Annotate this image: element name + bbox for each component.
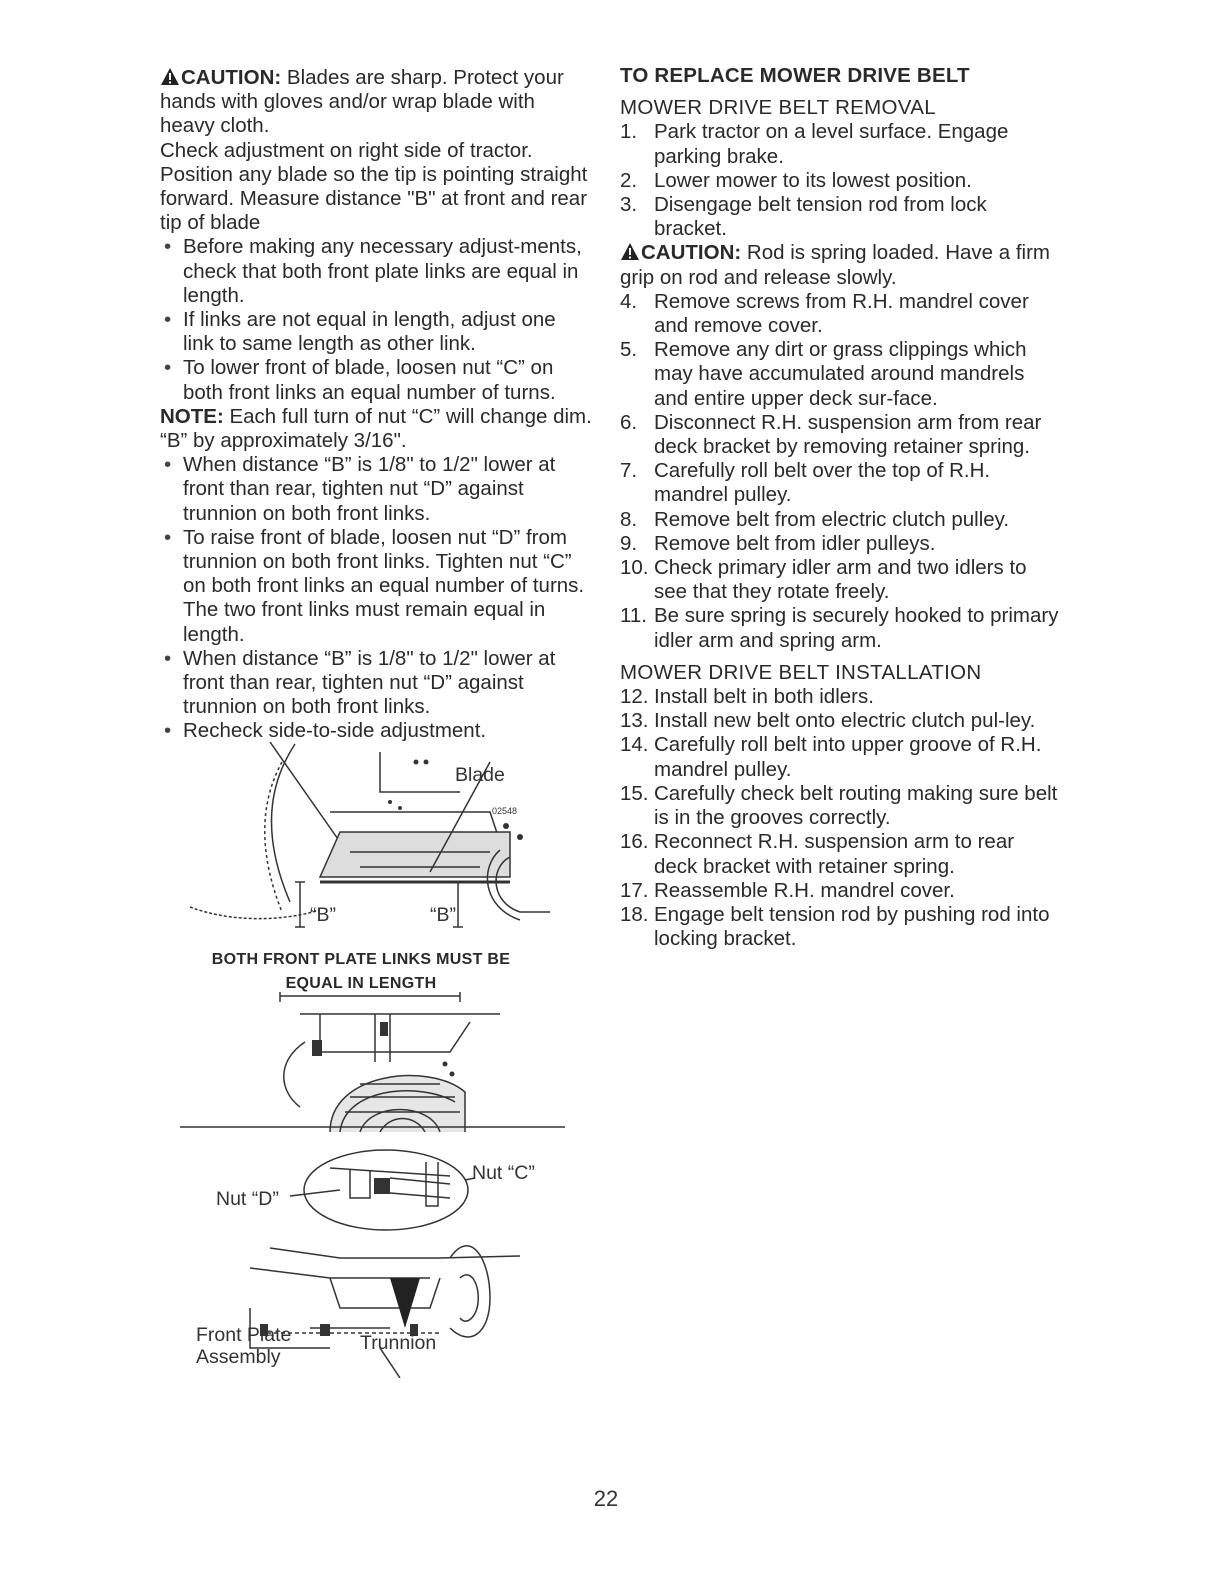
list-item [620,830,1060,878]
step-text: Disengage belt tension rod from lock bracket. [654,193,987,241]
step-number: 1. [620,120,638,144]
list-item: • Recheck side-to-side adjustment. [160,719,592,743]
left-column [160,66,592,744]
list-item [620,782,1060,830]
step-text: Park tractor on a level surface. Engage parking brake. [654,120,1009,168]
list-item [620,338,1060,411]
step-number: 10. [620,556,649,580]
list-item: • When distance “B” is 1/8" to 1/2" lower at front than rear, tighten nut “D” against trunnion on both front links. [160,453,592,526]
step-number: 15. [620,781,649,805]
warning-triangle-icon [160,67,180,86]
figure-caption [145,948,577,996]
list-item [620,733,1060,781]
removal-steps-b [620,290,1060,653]
install-heading: MOWER DRIVE BELT INSTALLATION [620,660,982,684]
caution-label: CAUTION: [641,241,742,265]
step-text: Reassemble R.H. mandrel cover. [654,878,955,902]
step-text: Remove screws from R.H. mandrel cover and remove cover. [654,289,1029,338]
list-item: • Before making any necessary adjust-ments, check that both front plate links are equal in length. [160,235,592,308]
list-item [620,604,1060,652]
list-item: • If links are not equal in length, adjust one link to same length as other link. [160,308,592,356]
step-number: 18. [620,902,649,926]
assembly-label: Assembly [196,1346,281,1368]
step-number: 11. [620,604,647,628]
rod-caution [620,241,1060,289]
step-text: Install new belt onto electric clutch pul-ley. [654,709,1036,733]
list-item [620,903,1060,951]
step-number: 13. [620,709,649,733]
blade-caution [160,66,592,139]
list-item [620,532,1060,556]
list-item [620,411,1060,459]
step-text: Be sure spring is securely hooked to primary idler arm and spring arm. [654,604,1059,652]
page-number: 22 [593,1486,619,1511]
step-number: 3. [620,193,638,217]
step-text: Lower mower to its lowest position. [654,168,972,192]
step-number: 9. [620,531,638,555]
caption-line-2: EQUAL IN LENGTH [285,975,437,992]
dimension-b-right: “B” [430,904,456,926]
step-text: Check primary idler arm and two idlers to see that they rotate freely. [654,556,1027,604]
step-text: Carefully roll belt over the top of R.H. mandrel pulley. [654,459,991,507]
caution-text: Rod is spring loaded. Have a firm grip on rod and release slowly. [620,241,1050,289]
step-number: 14. [620,733,649,757]
step-number: 6. [620,410,638,434]
list-item [620,879,1060,903]
caption-line-1: BOTH FRONT PLATE LINKS MUST BE [211,951,511,968]
step-text: Reconnect R.H. suspension arm to rear deck bracket with retainer spring. [654,830,1015,878]
step-text: Remove belt from idler pulleys. [654,531,936,555]
removal-heading: MOWER DRIVE BELT REMOVAL [620,96,936,120]
caution-label: CAUTION: [181,66,282,89]
list-item [620,169,1060,193]
list-item: • To lower front of blade, loosen nut “C” on both front links an equal number of turns. [160,356,592,404]
adjust-bullets-b [160,453,592,743]
install-steps [620,685,1060,951]
blade-label: Blade [455,764,505,786]
list-item [620,556,1060,604]
step-number: 4. [620,289,638,313]
list-item [620,120,1060,168]
dimension-b-left: “B” [310,904,336,926]
list-item [620,685,1060,709]
list-item [620,290,1060,338]
list-item: • To raise front of blade, loosen nut “D” from trunnion on both front links. Tighten nut “C” on both front links an equal number of turns. The two front links must remain equal in length. [160,526,592,647]
part-number: 02548 [492,806,518,816]
step-text: Carefully check belt routing making sure belt is in the grooves correctly. [654,781,1058,830]
intro-paragraph: Check adjustment on right side of tractor. Position any blade so the tip is pointing straight forward. Measure distance "B" at front and rear tip of blade [160,138,588,235]
right-column [620,64,1060,951]
section-title: TO REPLACE MOWER DRIVE BELT [620,64,970,87]
step-number: 16. [620,830,649,854]
step-number: 12. [620,685,649,709]
note-text: Each full turn of nut “C” will change dim. “B” by approximately 3/16". [160,404,592,453]
trunnion-label: Trunnion [360,1332,437,1354]
nut-d-label: Nut “D” [216,1188,279,1210]
list-item [620,508,1060,532]
step-number: 17. [620,878,649,902]
list-item [620,709,1060,733]
nut-detail-figure [190,1148,550,1378]
note-paragraph [160,405,592,453]
step-text: Remove any dirt or grass clippings which may have accumulated around mandrels and entire upper deck sur-face. [654,338,1027,410]
step-text: Remove belt from electric clutch pulley. [654,507,1010,531]
note-label: NOTE: [160,404,224,428]
nut-c-label: Nut “C” [472,1162,535,1184]
front-plate-label: Front Plate [196,1324,292,1346]
list-item [620,193,1060,241]
list-item: • When distance “B” is 1/8" to 1/2" lower at front than rear, tighten nut “D” against trunnion on both front links. [160,647,592,720]
adjust-bullets-a [160,235,592,404]
step-number: 8. [620,507,638,531]
blade-measurement-figure [190,742,570,942]
warning-triangle-icon [620,242,640,261]
step-number: 5. [620,338,638,362]
removal-steps-a [620,120,1060,241]
step-text: Engage belt tension rod by pushing rod into locking bracket. [654,902,1050,951]
step-text: Disconnect R.H. suspension arm from rear deck bracket by removing retainer spring. [654,410,1042,459]
step-number: 2. [620,168,638,192]
list-item [620,459,1060,507]
step-number: 7. [620,459,638,483]
step-text: Carefully roll belt into upper groove of R.H. mandrel pulley. [654,733,1042,781]
caution-text: Blades are sharp. Protect your hands with gloves and/or wrap blade with heavy cloth. [160,66,564,138]
front-plate-links-figure [180,992,570,1132]
step-text: Install belt in both idlers. [654,685,874,709]
